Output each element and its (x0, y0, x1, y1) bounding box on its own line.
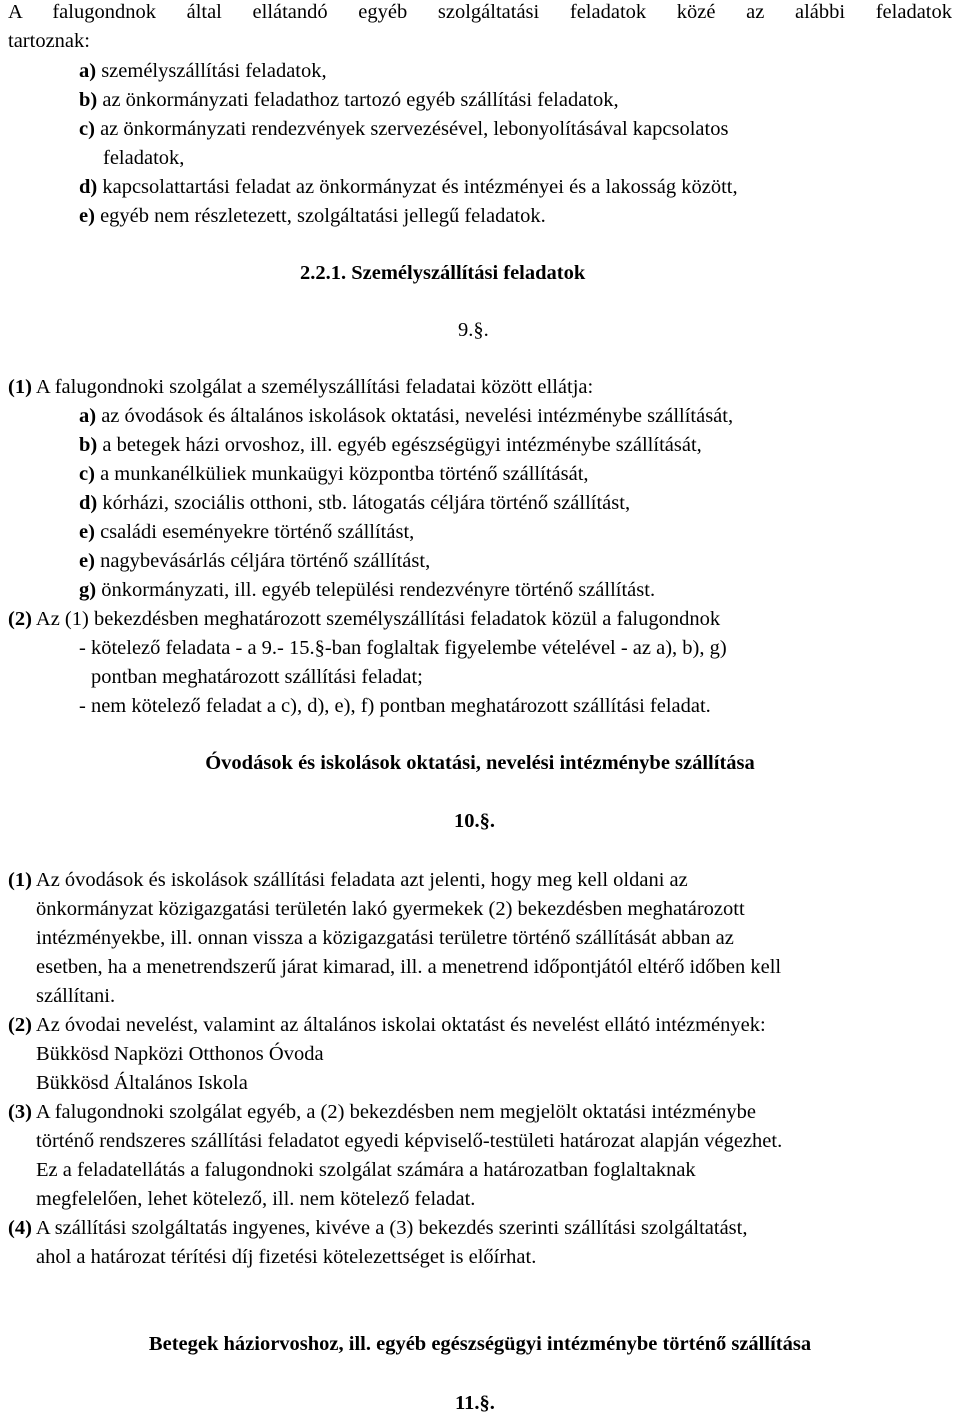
paragraph-number-9: 9.§. (458, 319, 489, 341)
section-heading-221: 2.2.1. Személyszállítási feladatok (300, 262, 586, 284)
s9-item-g: g) önkormányzati, ill. egyéb települési rendezvényre történő szállítást. (79, 579, 656, 601)
intro-item-c-cont: feladatok, (103, 147, 185, 169)
paragraph-number-10: 10.§. (454, 810, 495, 832)
intro-line-1: A falugondnok által ellátandó egyéb szolgáltatási feladatok közé az alábbi feladatok (8, 1, 952, 23)
s10-p3-line-4: megfelelően, lehet kötelező, ill. nem kötelező feladat. (36, 1188, 476, 1210)
s9-item-c: c) a munkanélküliek munkaügyi központba történő szállítását, (79, 463, 589, 485)
intro-item-a: a) személyszállítási feladatok, (79, 60, 327, 82)
s9-p2-line-4: - nem kötelező feladat a c), d), e), f) pontban meghatározott szállítási feladat. (79, 695, 711, 717)
s10-p1: (1) Az óvodások és iskolások szállítási feladata azt jelenti, hogy meg kell oldani az (8, 869, 688, 891)
s9-item-e2: e) nagybevásárlás céljára történő szállítást, (79, 550, 431, 572)
s9-p2-line-2: - kötelező feladata - a 9.- 15.§-ban foglaltak figyelembe vételével - az a), b), g) (79, 637, 727, 659)
s9-item-b: b) a betegek házi orvoshoz, ill. egyéb egészségügyi intézménybe szállítását, (79, 434, 702, 456)
s10-p3-line-3: Ez a feladatellátás a falugondnoki szolgálat számára a határozatban foglaltaknak (36, 1159, 696, 1181)
s9-item-e1: e) családi eseményekre történő szállítást, (79, 521, 415, 543)
s10-p1-line-2: önkormányzat közigazgatási területén lakó gyermekek (2) bekezdésben meghatározott (36, 898, 745, 920)
paragraph-number-11: 11.§. (455, 1392, 495, 1414)
section-heading-11: Betegek háziorvoshoz, ill. egyéb egészségügyi intézménybe történő szállítása (148, 1333, 812, 1355)
s10-p3: (3) A falugondnoki szolgálat egyéb, a (2) bekezdésben nem megjelölt oktatási intézménybe (8, 1101, 757, 1123)
s9-p1: (1) A falugondnoki szolgálat a személyszállítási feladatai között ellátja: (8, 376, 594, 398)
intro-item-e: e) egyéb nem részletezett, szolgáltatási jellegű feladatok. (79, 205, 546, 227)
s9-item-d: d) kórházi, szociális otthoni, stb. látogatás céljára történő szállítást, (79, 492, 631, 514)
s10-p1-line-3: intézményekbe, ill. onnan vissza a közigazgatási területre történő szállítását abban az (36, 927, 734, 949)
s10-p2-line-2: Bükkösd Napközi Otthonos Óvoda (36, 1043, 324, 1065)
s9-p2-line-3: pontban meghatározott szállítási feladat; (91, 666, 423, 688)
s10-p2-line-3: Bükkösd Általános Iskola (36, 1072, 248, 1094)
s10-p3-line-2: történő rendszeres szállítási feladatot egyedi képviselő-testületi határozat alapján végezhet. (36, 1130, 783, 1152)
s9-p2: (2) Az (1) bekezdésben meghatározott személyszállítási feladatok közül a falugondnok (8, 608, 721, 630)
section-heading-10: Óvodások és iskolások oktatási, nevelési intézménybe szállítása (205, 752, 755, 774)
s10-p4: (4) A szállítási szolgáltatás ingyenes, kivéve a (3) bekezdés szerinti szállítási szolgáltatást, (8, 1217, 748, 1239)
s9-item-a: a) az óvodások és általános iskolások oktatási, nevelési intézménybe szállítását, (79, 405, 734, 427)
s10-p1-line-4: esetben, ha a menetrendszerű járat kimarad, ill. a menetrend időpontjától eltérő időben kell (36, 956, 782, 978)
s10-p1-line-5: szállítani. (36, 985, 116, 1007)
s10-p4-line-2: ahol a határozat térítési díj fizetési kötelezettséget is előírhat. (36, 1246, 537, 1268)
intro-line-2: tartoznak: (8, 30, 90, 52)
intro-item-d: d) kapcsolattartási feladat az önkormányzat és intézményei és a lakosság között, (79, 176, 738, 198)
intro-item-b: b) az önkormányzati feladathoz tartozó egyéb szállítási feladatok, (79, 89, 619, 111)
intro-item-c: c) az önkormányzati rendezvények szervezésével, lebonyolításával kapcsolatos (79, 118, 729, 140)
s10-p2: (2) Az óvodai nevelést, valamint az általános iskolai oktatást és nevelést ellátó intézmények: (8, 1014, 766, 1036)
